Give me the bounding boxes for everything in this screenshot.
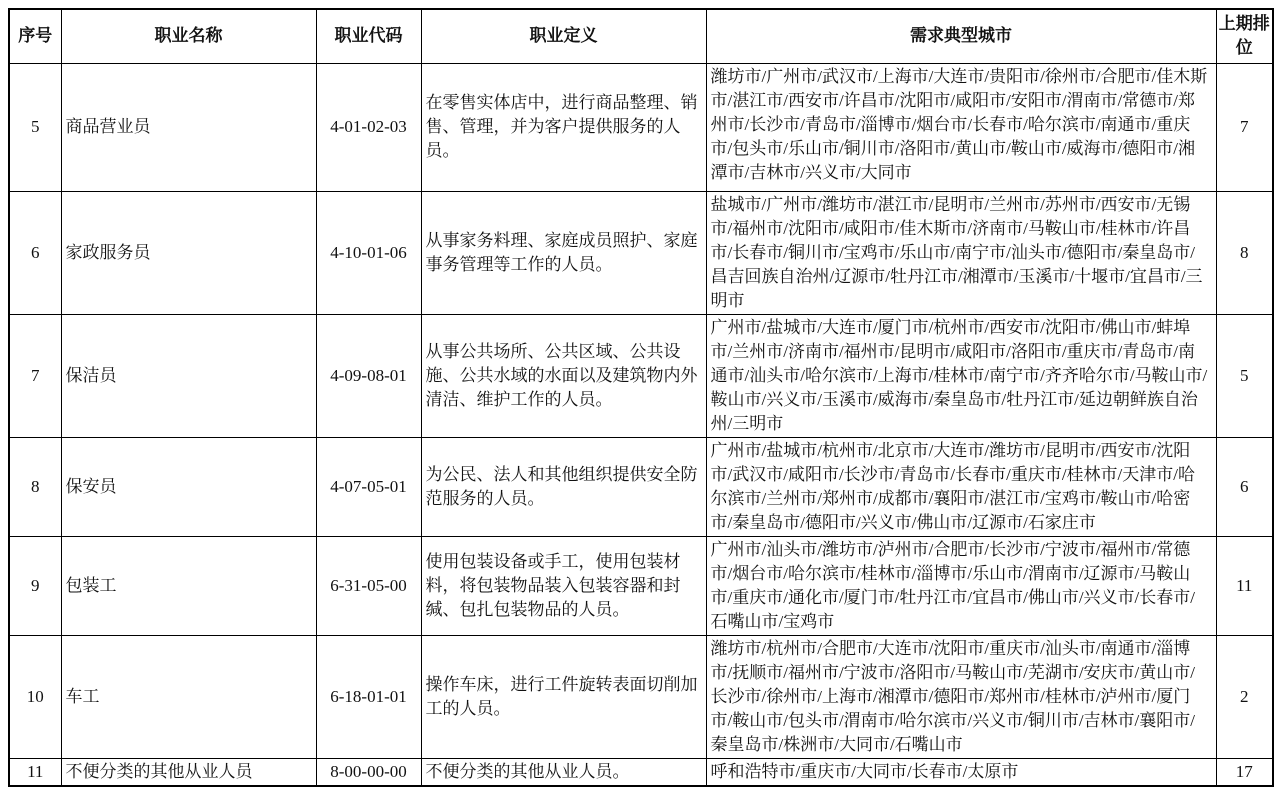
cell-name: 不便分类的其他从业人员 [61,758,316,786]
cell-name: 包装工 [61,536,316,635]
cell-definition: 为公民、法人和其他组织提供安全防范服务的人员。 [421,437,706,536]
cell-prev-rank: 6 [1216,437,1273,536]
cell-seq: 9 [9,536,61,635]
header-row [9,9,1273,63]
cell-definition: 使用包装设备或手工，使用包装材料，将包装物品装入包装容器和封缄、包扎包装物品的人员。 [421,536,706,635]
cell-seq: 5 [9,63,61,191]
cell-cities: 潍坊市/广州市/武汉市/上海市/大连市/贵阳市/徐州市/合肥市/佳木斯市/湛江市/西安市/许昌市/沈阳市/咸阳市/安阳市/渭南市/常德市/郑州市/长沙市/青岛市/淄博市/烟台市/长春市/哈尔滨市/南通市/重庆市/包头市/乐山市/铜川市/洛阳市/黄山市/鞍山市/威海市/德阳市/湘潭市/吉林市/兴义市/大同市 [706,63,1216,191]
cell-prev-rank: 8 [1216,191,1273,314]
cell-cities: 潍坊市/杭州市/合肥市/大连市/沈阳市/重庆市/汕头市/南通市/淄博市/抚顺市/福州市/宁波市/洛阳市/马鞍山市/芜湖市/安庆市/黄山市/长沙市/徐州市/上海市/湘潭市/德阳市/郑州市/桂林市/泸州市/厦门市/鞍山市/包头市/渭南市/哈尔滨市/兴义市/铜川市/吉林市/襄阳市/秦皇岛市/株洲市/大同市/石嘴山市 [706,635,1216,758]
cell-code: 8-00-00-00 [316,758,421,786]
cell-definition: 从事家务料理、家庭成员照护、家庭事务管理等工作的人员。 [421,191,706,314]
cell-prev-rank: 11 [1216,536,1273,635]
table-row [9,437,1273,536]
cell-code: 4-01-02-03 [316,63,421,191]
table-row [9,635,1273,758]
column-header-code: 职业代码 [316,9,421,63]
table-row [9,191,1273,314]
cell-name: 保安员 [61,437,316,536]
cell-seq: 10 [9,635,61,758]
cell-seq: 6 [9,191,61,314]
cell-name: 保洁员 [61,314,316,437]
column-header-cities: 需求典型城市 [706,9,1216,63]
cell-definition: 不便分类的其他从业人员。 [421,758,706,786]
cell-prev-rank: 2 [1216,635,1273,758]
cell-name: 商品营业员 [61,63,316,191]
table-row [9,314,1273,437]
cell-definition: 操作车床，进行工件旋转表面切削加工的人员。 [421,635,706,758]
cell-prev-rank: 5 [1216,314,1273,437]
column-header-name: 职业名称 [61,9,316,63]
cell-cities: 广州市/汕头市/潍坊市/泸州市/合肥市/长沙市/宁波市/福州市/常德市/烟台市/哈尔滨市/桂林市/淄博市/乐山市/渭南市/辽源市/马鞍山市/重庆市/通化市/厦门市/牡丹江市/宜昌市/佛山市/兴义市/长春市/石嘴山市/宝鸡市 [706,536,1216,635]
cell-cities: 广州市/盐城市/大连市/厦门市/杭州市/西安市/沈阳市/佛山市/蚌埠市/兰州市/济南市/福州市/昆明市/咸阳市/洛阳市/重庆市/青岛市/南通市/汕头市/哈尔滨市/上海市/桂林市/南宁市/齐齐哈尔市/马鞍山市/鞍山市/兴义市/玉溪市/威海市/秦皇岛市/牡丹江市/延边朝鲜族自治州/三明市 [706,314,1216,437]
cell-cities: 广州市/盐城市/杭州市/北京市/大连市/潍坊市/昆明市/西安市/沈阳市/武汉市/咸阳市/长沙市/青岛市/长春市/重庆市/桂林市/天津市/哈尔滨市/兰州市/郑州市/成都市/襄阳市/湛江市/宝鸡市/鞍山市/哈密市/秦皇岛市/德阳市/兴义市/佛山市/辽源市/石家庄市 [706,437,1216,536]
cell-code: 4-07-05-01 [316,437,421,536]
cell-definition: 在零售实体店中，进行商品整理、销售、管理，并为客户提供服务的人员。 [421,63,706,191]
cell-prev-rank: 17 [1216,758,1273,786]
cell-seq: 11 [9,758,61,786]
cell-cities: 呼和浩特市/重庆市/大同市/长春市/太原市 [706,758,1216,786]
cell-seq: 8 [9,437,61,536]
table-row [9,758,1273,786]
cell-prev-rank: 7 [1216,63,1273,191]
cell-code: 6-31-05-00 [316,536,421,635]
cell-name: 车工 [61,635,316,758]
cell-code: 6-18-01-01 [316,635,421,758]
cell-definition: 从事公共场所、公共区域、公共设施、公共水域的水面以及建筑物内外清洁、维护工作的人员。 [421,314,706,437]
cell-code: 4-09-08-01 [316,314,421,437]
cell-seq: 7 [9,314,61,437]
table-row [9,63,1273,191]
cell-cities: 盐城市/广州市/潍坊市/湛江市/昆明市/兰州市/苏州市/西安市/无锡市/福州市/沈阳市/咸阳市/佳木斯市/济南市/马鞍山市/桂林市/许昌市/长春市/铜川市/宝鸡市/乐山市/南宁市/汕头市/德阳市/秦皇岛市/昌吉回族自治州/辽源市/牡丹江市/湘潭市/玉溪市/十堰市/宜昌市/三明市 [706,191,1216,314]
column-header-definition: 职业定义 [421,9,706,63]
occupation-table [8,8,1274,787]
column-header-prev-rank: 上期排位 [1216,9,1273,63]
column-header-seq: 序号 [9,9,61,63]
table-row [9,536,1273,635]
cell-code: 4-10-01-06 [316,191,421,314]
cell-name: 家政服务员 [61,191,316,314]
